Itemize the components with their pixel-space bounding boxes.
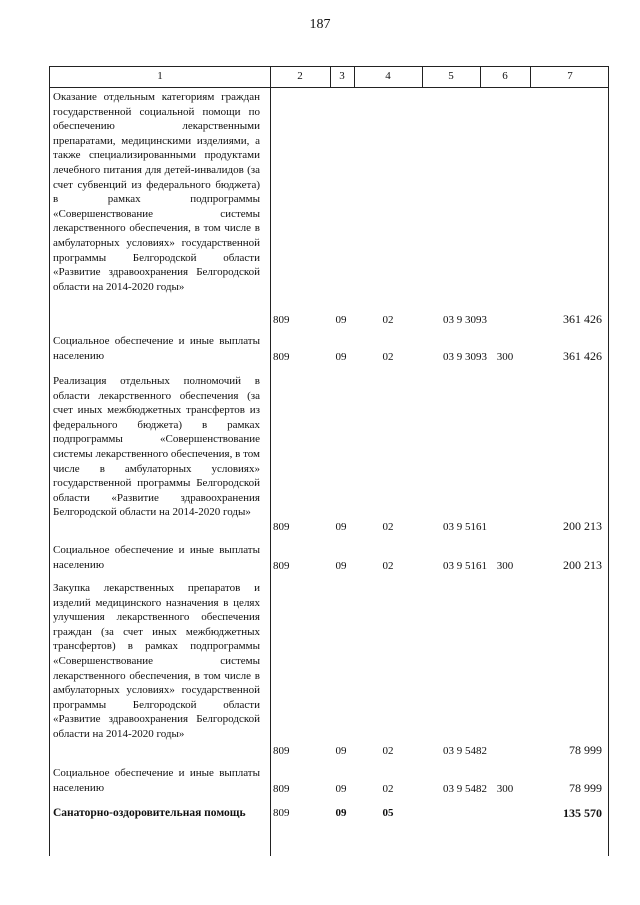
table-row: [50, 374, 608, 534]
row-description: Социальное обеспечение и иные выплаты населению: [53, 544, 260, 571]
row-code-section: 09: [335, 560, 347, 572]
row-code-ministry: 809: [273, 521, 290, 533]
header-col-1: 1: [157, 70, 163, 82]
row-amount: 78 999: [569, 743, 602, 757]
table-row: [50, 581, 608, 761]
header-col-7: 7: [567, 70, 573, 82]
row-code-subsection: 02: [382, 783, 394, 795]
row-amount: 78 999: [569, 781, 602, 795]
column-divider: [422, 66, 423, 88]
row-target-article: 03 9 5482: [443, 783, 487, 795]
header-col-2: 2: [297, 70, 303, 82]
row-description: Социальное обеспечение и иные выплаты населению: [53, 335, 260, 362]
row-target-article: 03 9 5161: [443, 521, 487, 533]
row-amount: 361 426: [563, 349, 602, 363]
row-code-ministry: 809: [273, 745, 290, 757]
row-target-article: 03 9 5161: [443, 560, 487, 572]
row-description: Социальное обеспечение и иные выплаты населению: [53, 767, 260, 794]
table-row: [50, 806, 608, 828]
table-row: [50, 543, 608, 575]
column-divider: [354, 66, 355, 88]
row-code-subsection: 05: [382, 807, 394, 819]
row-description: Закупка лекарственных препаратов и изделий медицинского назначения в целях улучшения лекарственного обеспечения граждан (за счет иных межбюджетных трансфертов) в рамках подпрограммы «Совершенствование системы лекарственного обеспечения, в том числе в амбулаторных условиях» государственной программы Белгородской области «Развитие здравоохранения Белгородской области на 2014-2020 годы»: [53, 582, 260, 740]
row-amount: 200 213: [563, 558, 602, 572]
row-code-ministry: 809: [273, 807, 290, 819]
row-code-subsection: 02: [382, 521, 394, 533]
table-header: [50, 66, 608, 88]
row-amount: 200 213: [563, 519, 602, 533]
row-code-subsection: 02: [382, 560, 394, 572]
row-code-section: 09: [335, 745, 347, 757]
table-row: [50, 334, 608, 366]
header-col-4: 4: [385, 70, 391, 82]
row-code-subsection: 02: [382, 314, 394, 326]
row-target-article: 03 9 3093: [443, 351, 487, 363]
row-code-section: 09: [335, 314, 347, 326]
row-code-ministry: 809: [273, 783, 290, 795]
header-col-3: 3: [339, 70, 345, 82]
table-row: [50, 90, 608, 330]
row-code-subsection: 02: [382, 745, 394, 757]
header-col-5: 5: [448, 70, 454, 82]
row-target-article: 03 9 3093: [443, 314, 487, 326]
column-divider: [480, 66, 481, 88]
row-expense-type: 300: [496, 783, 514, 795]
row-description: Оказание отдельным категориям граждан государственной социальной помощи по обеспечению лекарственными препаратами, медицинскими изделиями, а также специализированными продуктами лечебного питания для детей-инвалидов (за счет субвенций из федерального бюджета) в рамках подпрограммы «Совершенствование системы лекарственного обеспечения, в том числе в амбулаторных условиях» государственной программы Белгородской области «Развитие здравоохранения Белгородской области на 2014-2020 годы»: [53, 91, 260, 293]
row-code-section: 09: [335, 783, 347, 795]
row-expense-type: 300: [496, 560, 514, 572]
column-divider: [530, 66, 531, 88]
row-description: Санаторно-оздоровительная помощь: [53, 807, 246, 819]
row-code-ministry: 809: [273, 314, 290, 326]
row-code-ministry: 809: [273, 560, 290, 572]
row-code-section: 09: [335, 807, 347, 819]
row-expense-type: 300: [496, 351, 514, 363]
table-row: [50, 766, 608, 798]
row-amount: 361 426: [563, 312, 602, 326]
row-code-ministry: 809: [273, 351, 290, 363]
row-description: Реализация отдельных полномочий в области лекарственного обеспечения (за счет иных межбюджетных трансфертов из федерального бюджета) в рамках подпрограммы «Совершенствование системы лекарственного обеспечения, в том числе в амбулаторных условиях» государственной программы Белгородской области «Развитие здравоохранения Белгородской области на 2014-2020 годы»: [53, 375, 260, 519]
header-col-6: 6: [502, 70, 508, 82]
row-amount: 135 570: [563, 806, 602, 820]
row-code-subsection: 02: [382, 351, 394, 363]
row-code-section: 09: [335, 521, 347, 533]
page-number: 187: [309, 17, 331, 32]
column-divider: [330, 66, 331, 88]
row-target-article: 03 9 5482: [443, 745, 487, 757]
row-code-section: 09: [335, 351, 347, 363]
budget-table: [49, 66, 609, 856]
